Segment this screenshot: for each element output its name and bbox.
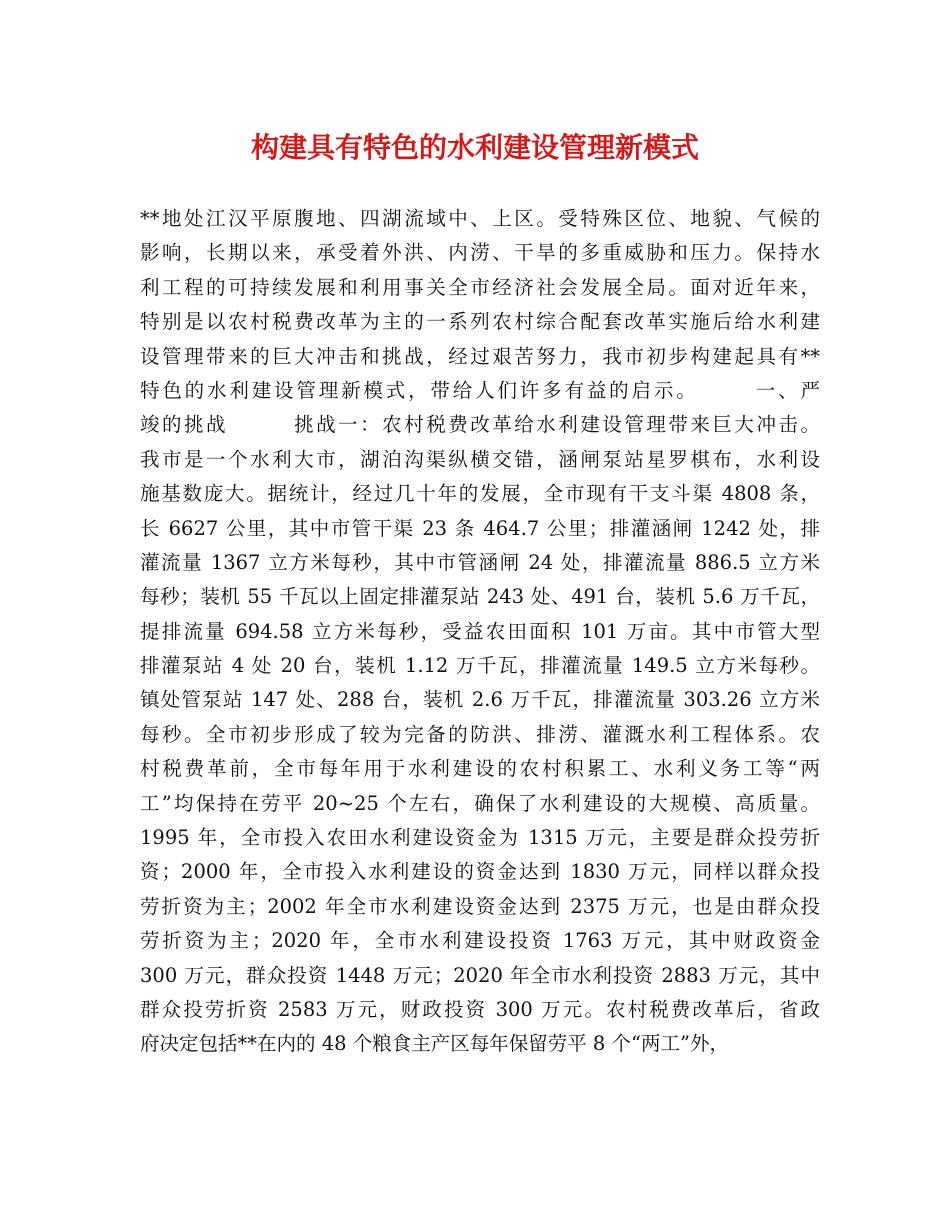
body-line: 劳折资为主；2020 年，全市水利建设投资 1763 万元，其中财政资金: [140, 929, 820, 953]
body-line: 影响，长期以来，承受着外洪、内涝、干旱的多重威胁和压力。保持水: [140, 241, 820, 265]
body-line: **地处江汉平原腹地、四湖流域中、上区。受特殊区位、地貌、气候的: [140, 207, 820, 230]
body-line: 竣的挑战 挑战一：农村税费改革给水利建设管理带来巨大冲击。: [140, 413, 820, 437]
body-line: 提排流量 694.58 立方米每秒，受益农田面积 101 万亩。其中市管大型: [140, 619, 820, 643]
body-line: 300 万元，群众投资 1448 万元；2020 年全市水利投资 2883 万元，其中: [140, 963, 820, 987]
body-line: 排灌泵站 4 处 20 台，装机 1.12 万千瓦，排灌流量 149.5 立方米每秒。: [140, 654, 820, 678]
body-line: 施基数庞大。据统计，经过几十年的发展，全市现有干支斗渠 4808 条，: [140, 482, 820, 506]
body-line: 资；2000 年，全市投入水利建设的资金达到 1830 万元，同样以群众投: [140, 860, 820, 884]
body-line: 特别是以农村税费改革为主的一系列农村综合配套改革实施后给水利建: [140, 310, 820, 334]
body-line: 长 6627 公里，其中市管干渠 23 条 464.7 公里；排灌涵闸 1242 处，排: [140, 516, 820, 540]
body-line: 利工程的可持续发展和利用事关全市经济社会发展全局。面对近年来，: [140, 275, 820, 299]
body-line: 镇处管泵站 147 处、288 台，装机 2.6 万千瓦，排灌流量 303.26 立方米: [140, 688, 820, 712]
document-title: 构建具有特色的水利建设管理新模式: [250, 131, 699, 164]
body-line: 村税费革前，全市每年用于水利建设的农村积累工、水利义务工等“两: [140, 757, 820, 781]
document-body: [140, 202, 820, 1062]
body-line: 灌流量 1367 立方米每秒，其中市管涵闸 24 处，排灌流量 886.5 立方米: [140, 550, 820, 574]
body-line: 每秒；装机 55 千瓦以上固定排灌泵站 243 处、491 台，装机 5.6 万千瓦，: [140, 585, 820, 609]
body-line: 特色的水利建设管理新模式，带给人们许多有益的启示。 一、严: [140, 378, 820, 402]
body-line: 1995 年，全市投入农田水利建设资金为 1315 万元，主要是群众投劳折: [140, 826, 820, 850]
body-line: 每秒。全市初步形成了较为完备的防洪、排涝、灌溉水利工程体系。农: [140, 722, 820, 746]
body-line: 府决定包括**在内的 48 个粮食主产区每年保留劳平 8 个“两工”外，: [140, 1032, 729, 1056]
body-line: 群众投劳折资 2583 万元，财政投资 300 万元。农村税费改革后，省政: [140, 997, 820, 1021]
body-line: 劳折资为主；2002 年全市水利建设资金达到 2375 万元，也是由群众投: [140, 894, 820, 918]
body-line: 设管理带来的巨大冲击和挑战，经过艰苦努力，我市初步构建起具有**: [140, 344, 820, 368]
body-line: 我市是一个水利大市，湖泊沟渠纵横交错，涵闸泵站星罗棋布，水利设: [140, 447, 820, 471]
body-line: 工”均保持在劳平 20~25 个左右，确保了水利建设的大规模、高质量。: [140, 791, 820, 815]
